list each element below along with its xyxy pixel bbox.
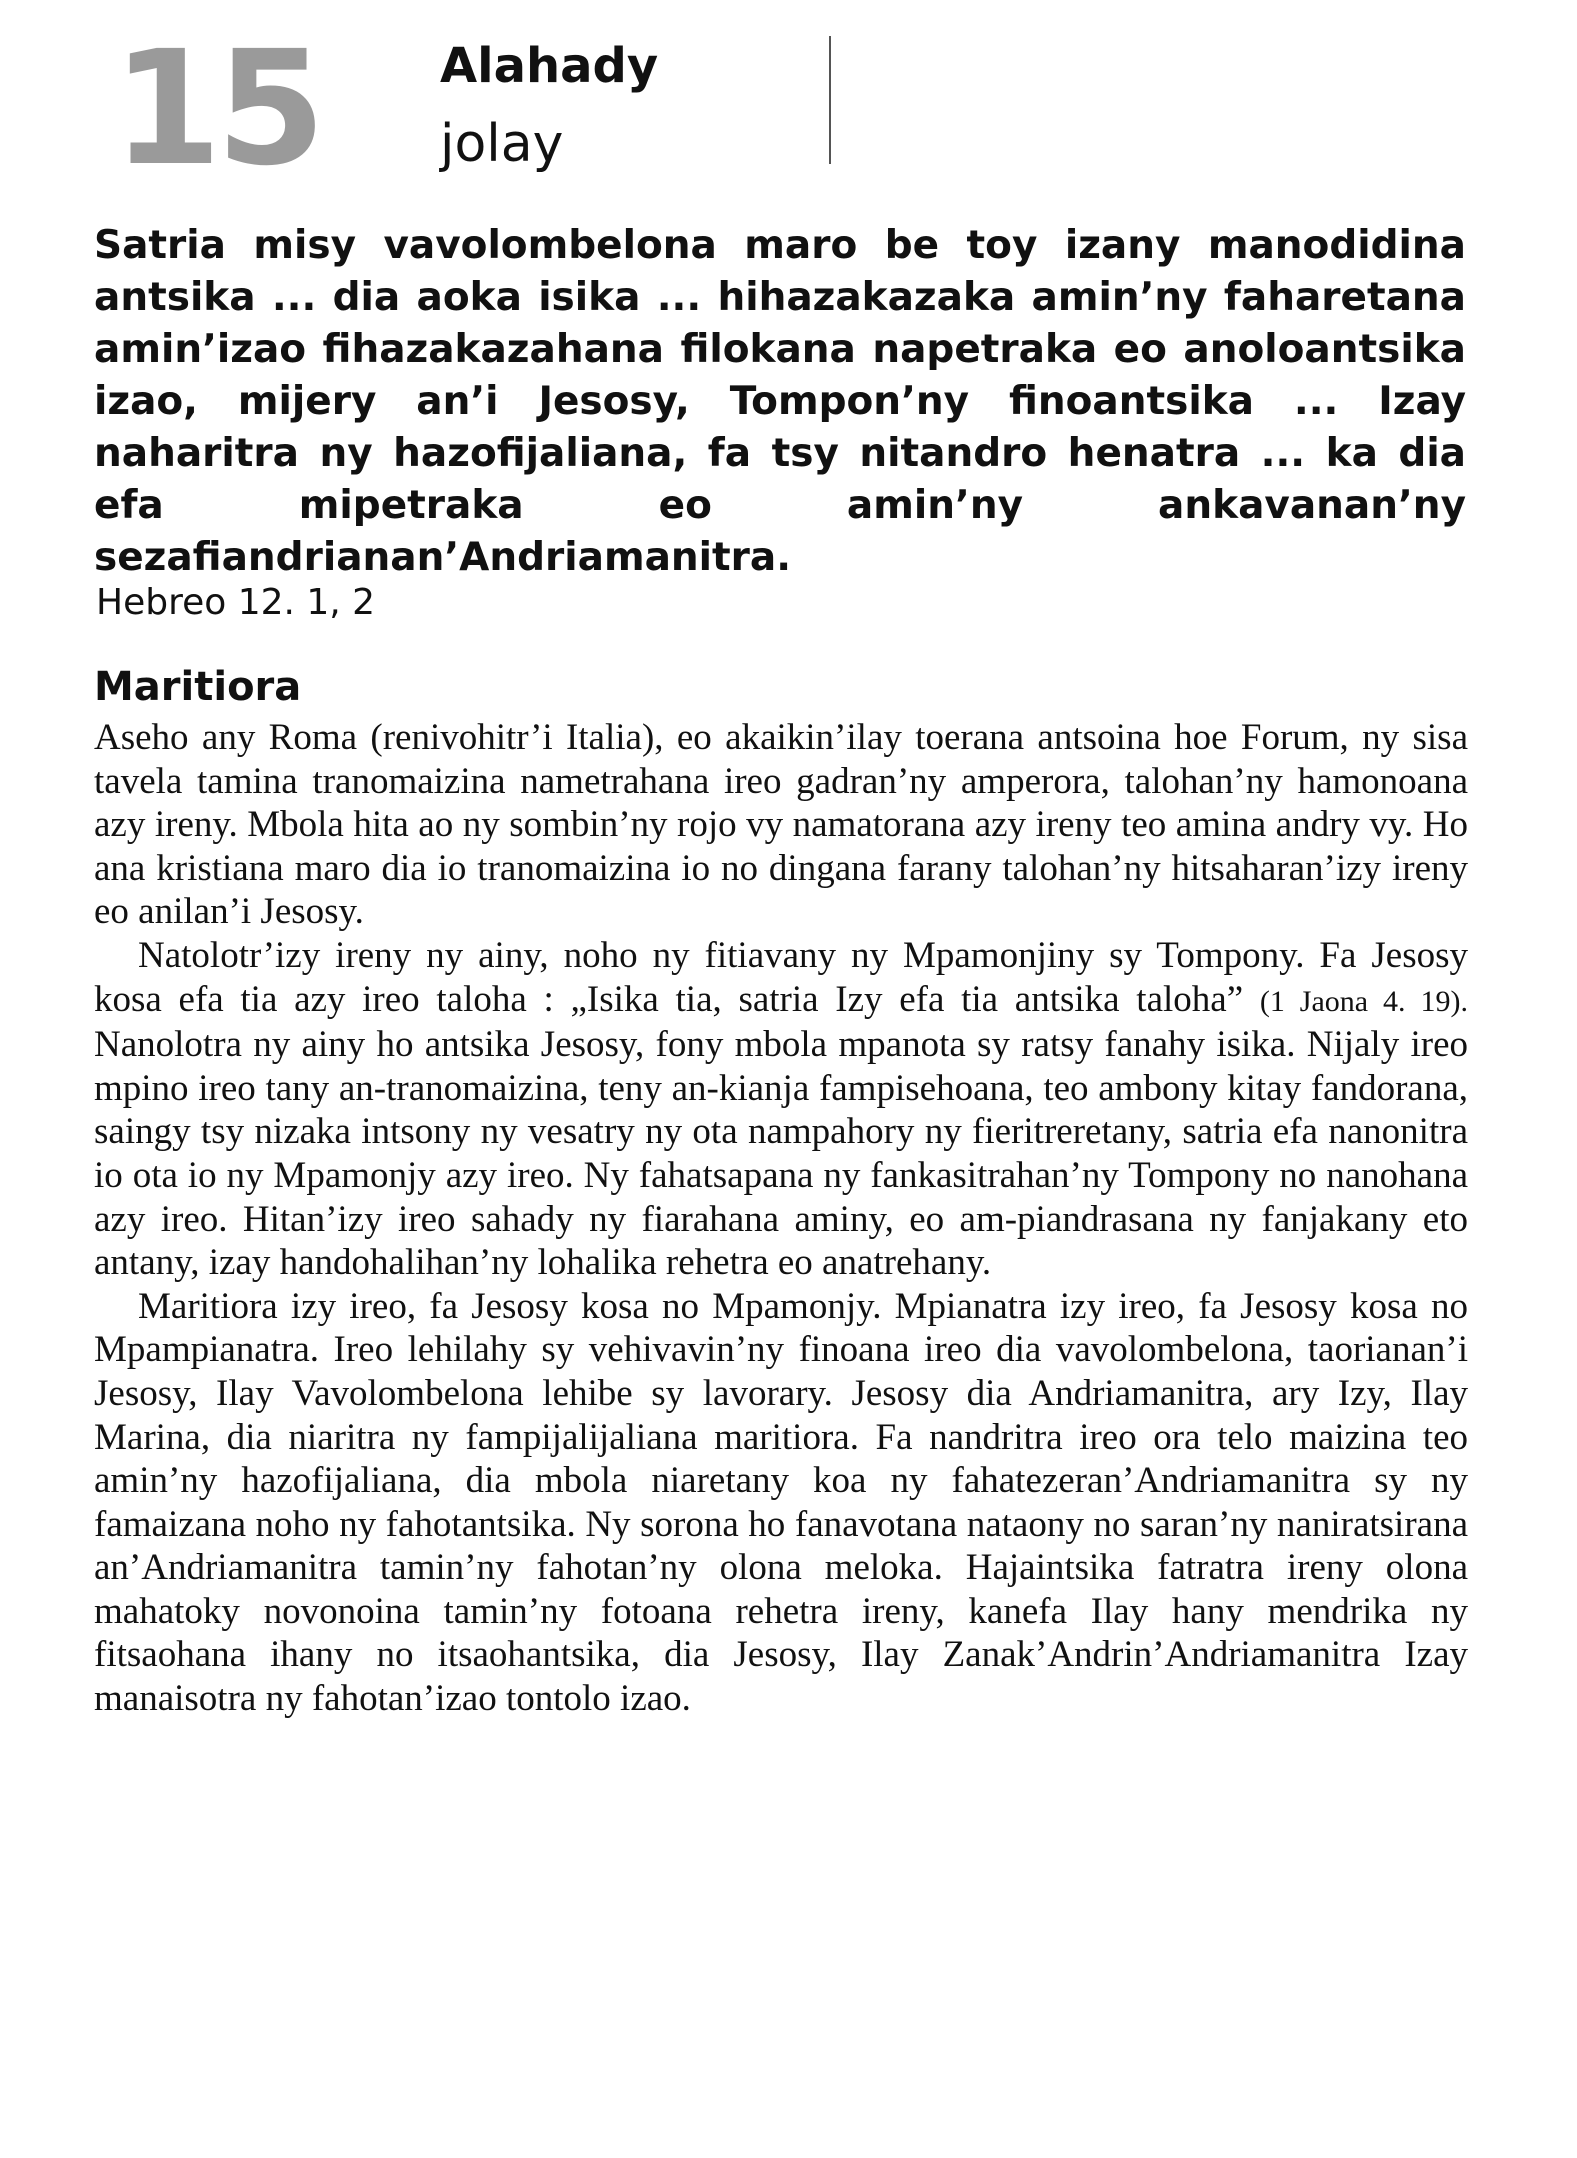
section-title: Maritiora	[94, 664, 302, 710]
paragraph-2-text-a: Natolotr’izy ireny ny ainy, noho ny fitiavany ny Mpamonjiny sy Tompony. Fa Jesosy kosa efa tia azy ireo taloha : „Isika tia, satria Izy efa tia antsika taloha”	[94, 934, 1468, 1020]
paragraph-2	[94, 934, 1468, 1285]
paragraph-2-reference: (1 Jaona 4. 19).	[1259, 984, 1468, 1018]
scripture-verse: Satria misy vavolombelona maro be toy izany manodidina antsika ... dia aoka isika ... hihazakazaka amin’ny faharetana amin’izao fihazakazahana filokana napetraka eo anoloantsika izao, mijery an’i Jesosy, Tompon’ny finoantsika ... Izay naharitra ny hazofijaliana, fa tsy nitandro henatra ... ka dia efa mipetraka eo amin’ny ankavanan’ny sezafiandrianan’Andriamanitra.	[94, 223, 1466, 580]
devotional-body	[94, 716, 1468, 1721]
scripture-reference: Hebreo 12. 1, 2	[96, 582, 376, 623]
paragraph-1: Aseho any Roma (renivohitr’i Italia), eo akaikin’ilay toerana antsoina hoe Forum, ny sisa tavela tamina tranomaizina nametrahana ireo gadran’ny amperora, talohan’ny hamonoana azy ireny. Mbola hita ao ny sombin’ny rojo vy namatorana azy ireny teo amina andry vy. Ho ana kristiana maro dia io tranomaizina io no dingana farany talohan’ny hitsaharan’izy ireny eo anilan’i Jesosy.	[94, 717, 1468, 933]
header-divider	[829, 36, 831, 164]
paragraph-3: Maritiora izy ireo, fa Jesosy kosa no Mpamonjy. Mpianatra izy ireo, fa Jesosy kosa no Mpampianatra. Ireo lehilahy sy vehivavin’ny finoana ireo dia vavolombelona, taorianan’i Jesosy, Ilay Vavolombelona lehibe sy lavorary. Jesosy dia Andriamanitra, ary Izy, Ilay Marina, dia niaritra ny fampijalijaliana maritiora. Fa nandritra ireo ora telo maizina teo amin’ny hazofijaliana, dia mbola niaretany koa ny fahatezeran’Andriamanitra sy ny famaizana noho ny fahotantsika. Ny sorona ho fanavotana nataony no saran’ny naniratsirana an’Andriamanitra tamin’ny fahotan’ny olona meloka. Hajaintsika fatratra ireny olona mahatoky novonoina tamin’ny fotoana rehetra ireny, kanefa Ilay hany mendrika ny fitsaohana ihany no itsaohantsika, dia Jesosy, Ilay Zanak’Andrin’Andriamanitra Izay manaisotra ny fahotan’izao tontolo izao.	[94, 1285, 1468, 1720]
paragraph-2-text-b: Nanolotra ny ainy ho antsika Jesosy, fony mbola mpanota sy ratsy fanahy isika. Nijaly ireo mpino ireo tany an-tranomaizina, teny an-kianja fampisehoana, teo ambony kitay fandorana, saingy tsy nizaka intsony ny vesatry ny ota nampahory ny fieritreretany, satria efa nanonitra io ota io ny Mpamonjy azy ireo. Ny fahatsapana ny fankasitrahan’ny Tompony no nanohana azy ireo. Hitan’izy ireo sahady ny fiarahana aminy, eo am-piandrasana ny fanjakany eto antany, izay handohalihan’ny lohalika rehetra eo anatrehany.	[94, 1024, 1468, 1284]
day-number: 15	[112, 17, 320, 201]
day-name: Alahady	[440, 38, 659, 94]
month-name: jolay	[440, 114, 564, 174]
